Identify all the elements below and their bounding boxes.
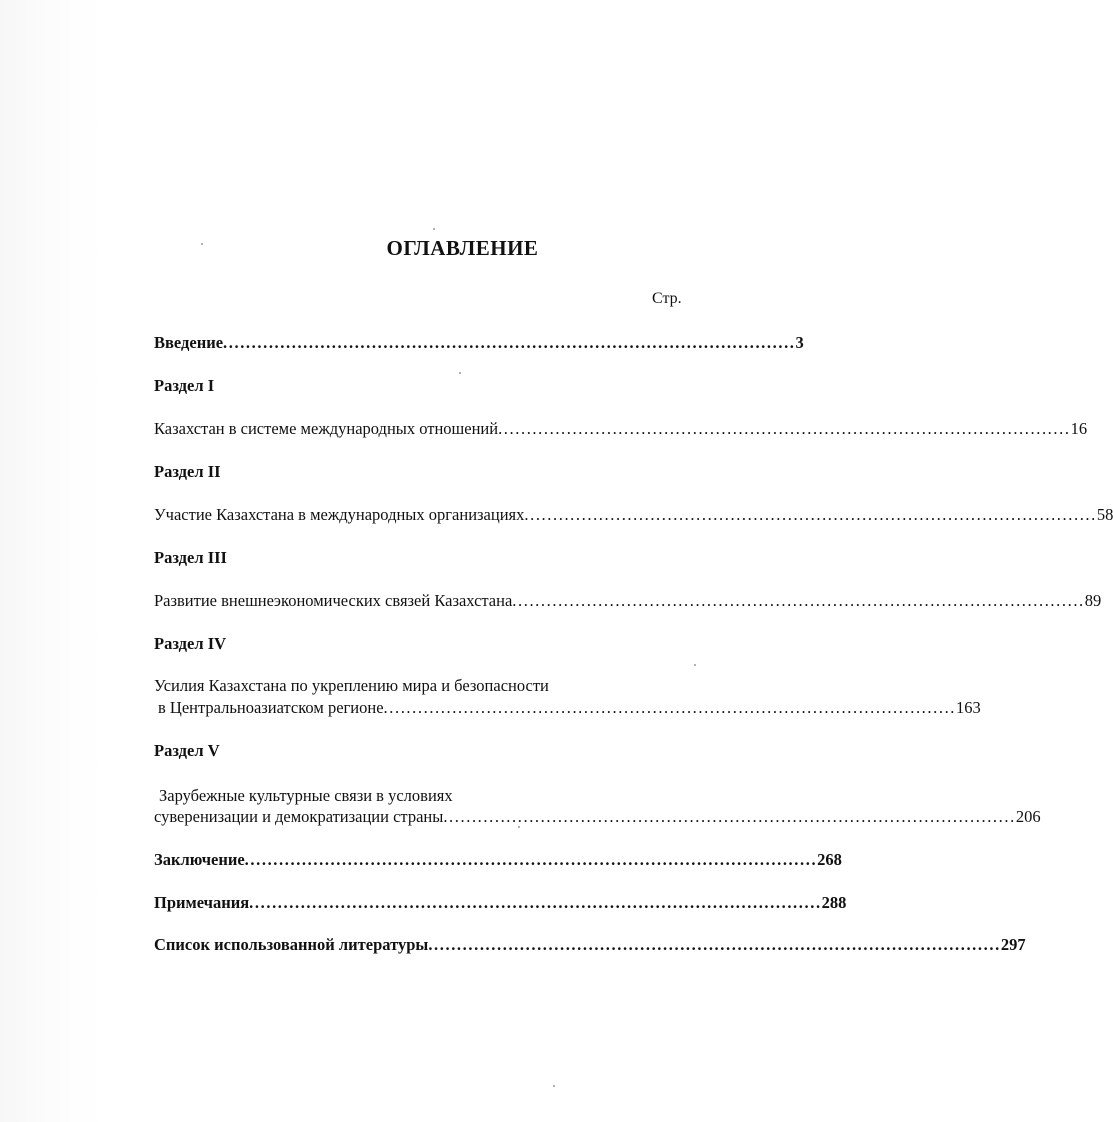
toc-entry-label: Введение <box>154 333 224 352</box>
toc-entry-intro[interactable] <box>154 333 804 353</box>
toc-entry-notes[interactable] <box>154 893 847 913</box>
toc-entry-label: Развитие внешнеэкономических связей Казахстана <box>154 591 513 610</box>
toc-page-number: 206 <box>1015 807 1041 826</box>
leader-dots: .................................................................................................... <box>428 935 1001 954</box>
section-heading-4: Раздел IV <box>154 634 227 653</box>
toc-entry-conclusion[interactable] <box>154 850 842 870</box>
toc-entry-label: Примечания <box>154 893 250 912</box>
leader-dots: .................................................................................................... <box>443 807 1016 826</box>
scan-speck <box>201 243 203 245</box>
leader-dots: .................................................................................................... <box>244 850 818 869</box>
toc-entry-label: Участие Казахстана в международных организациях <box>154 505 525 524</box>
toc-entry-section-4-line1: Усилия Казахстана по укреплению мира и безопасности <box>154 676 549 695</box>
section-heading-5: Раздел V <box>154 741 220 760</box>
toc-entry-section-4[interactable] <box>158 698 981 718</box>
leader-dots: .................................................................................................... <box>524 505 1097 524</box>
toc-entry-bibliography[interactable] <box>154 935 1026 955</box>
toc-page-number: 3 <box>795 333 804 352</box>
toc-entry-label: в Центральноазиатском регионе <box>158 698 384 717</box>
toc-page-number: 89 <box>1084 591 1102 610</box>
scan-speck <box>433 228 435 230</box>
page-column-label: Стр. <box>652 290 682 307</box>
toc-entry-section-2[interactable] <box>154 505 1113 525</box>
leader-dots: .................................................................................................... <box>498 419 1071 438</box>
leader-dots: .................................................................................................... <box>383 698 957 717</box>
toc-entry-section-5[interactable] <box>154 807 1041 827</box>
scan-speck <box>694 664 696 666</box>
toc-page-number: 268 <box>817 850 842 869</box>
toc-entry-section-1[interactable] <box>154 419 1088 439</box>
section-heading-2: Раздел II <box>154 462 221 481</box>
toc-page-number: 163 <box>956 698 981 717</box>
toc-entry-section-3[interactable] <box>154 591 1102 611</box>
page-title: ОГЛАВЛЕНИЕ <box>386 236 539 260</box>
toc-page-number: 16 <box>1070 419 1088 438</box>
toc-entry-label: суверенизации и демократизации страны <box>154 807 444 826</box>
section-heading-3: Раздел III <box>154 548 227 567</box>
leader-dots: .................................................................................................... <box>249 893 822 912</box>
toc-entry-label: Казахстан в системе международных отношений <box>154 419 499 438</box>
scan-speck <box>518 826 520 828</box>
toc-entry-label: Список использованной литературы <box>154 935 429 954</box>
scan-edge-shading <box>0 0 105 1122</box>
section-heading-1: Раздел I <box>154 376 215 395</box>
toc-entry-label: Заключение <box>154 850 245 869</box>
leader-dots: .................................................................................................... <box>512 591 1085 610</box>
scan-speck <box>459 372 461 374</box>
leader-dots: .................................................................................................... <box>223 333 796 352</box>
toc-page-number: 288 <box>821 893 847 912</box>
toc-entry-section-5-line1: Зарубежные культурные связи в условиях <box>159 786 453 805</box>
toc-page-number: 58 <box>1096 505 1113 524</box>
toc-page-number: 297 <box>1000 935 1026 954</box>
scan-speck <box>553 1085 555 1087</box>
